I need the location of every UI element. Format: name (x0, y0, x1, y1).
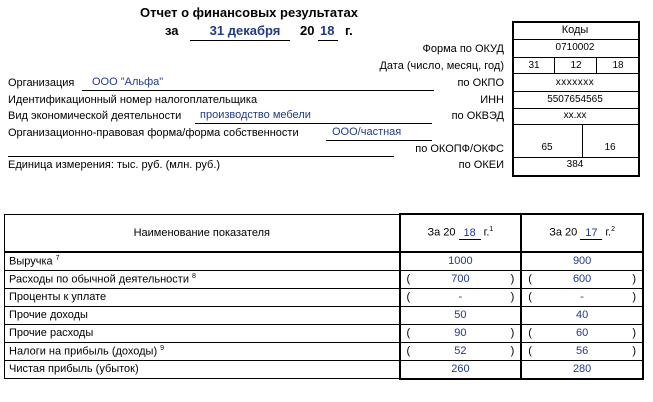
paren-open: ( (406, 327, 411, 339)
codes-divider (512, 57, 638, 58)
report-title: Отчет о финансовых результатах (140, 5, 358, 20)
title-za: за (165, 23, 179, 38)
table-row (5, 270, 644, 288)
row-label: Выручка (9, 255, 53, 268)
value: 700 (451, 273, 470, 285)
codes-divider (596, 57, 597, 73)
row-label: Проценты к уплате (9, 291, 107, 303)
codes-header: Коды (561, 24, 589, 36)
value: 600 (572, 273, 592, 285)
col1-year: 18 (459, 227, 481, 240)
paren-open: ( (528, 345, 532, 357)
okei-label: по ОКЕИ (458, 159, 504, 171)
inn-long-label: Идентификационный номер налогоплательщика (8, 94, 258, 106)
okfs-value: 16 (604, 142, 616, 153)
inn-value: 5507654565 (547, 94, 603, 105)
table-row (5, 252, 644, 271)
row-name (5, 342, 400, 360)
paren-open: ( (528, 291, 532, 303)
value: 56 (576, 345, 589, 357)
date-year: 18 (612, 60, 624, 71)
date-day: 31 (528, 60, 540, 71)
paren-close: ) (510, 273, 515, 285)
paren-open: ( (406, 273, 411, 285)
activity-value: производство мебели (200, 109, 311, 121)
table-header-row (5, 214, 644, 252)
inn-label: ИНН (480, 94, 504, 106)
value: 260 (451, 363, 470, 375)
row-value-current (400, 342, 522, 360)
row-name (5, 270, 400, 288)
row-label: Прочие расходы (9, 327, 94, 339)
col2-suffix: г. (605, 226, 612, 239)
okud-label: Форма по ОКУД (422, 43, 504, 55)
org-label: Организация (8, 77, 75, 89)
col-name-header: Наименование показателя (5, 214, 400, 252)
row-value-previous (521, 360, 643, 379)
codes-divider (512, 124, 638, 125)
form-label: Организационно-правовая форма/форма собственности (8, 127, 299, 139)
row-value-previous (521, 252, 643, 271)
col2-year: 17 (580, 227, 602, 240)
paren-open: ( (406, 345, 411, 357)
row-label: Налоги на прибыль (доходы) (9, 345, 158, 358)
row-value-previous (521, 324, 643, 342)
row-name (5, 360, 400, 379)
table-row (5, 360, 644, 379)
paren-open: ( (406, 291, 411, 303)
table-row (5, 342, 644, 360)
row-label: Чистая прибыль (убыток) (9, 363, 139, 376)
paren-close: ) (510, 291, 515, 303)
codes-divider (512, 91, 638, 92)
value: 60 (576, 327, 589, 339)
title-year-prefix: 20 (300, 23, 315, 38)
codes-divider (554, 57, 555, 73)
row-name (5, 252, 400, 271)
value: 1000 (448, 255, 473, 267)
col2-note: 2 (611, 225, 616, 233)
activity-label: Вид экономической деятельности (8, 110, 182, 122)
row-label: Расходы по обычной деятельности (9, 273, 189, 286)
row-note: 7 (55, 254, 60, 262)
activity-underline (195, 123, 432, 124)
paren-open: ( (528, 273, 532, 285)
okopf-label: по ОКОПФ/ОКФС (415, 143, 504, 155)
col1-header (400, 214, 522, 252)
table-row (5, 324, 644, 342)
col1-note: 1 (489, 225, 494, 233)
table-body (5, 252, 644, 379)
paren-close: ) (632, 273, 636, 285)
row-value-previous (521, 342, 643, 360)
value: 40 (576, 309, 589, 321)
col2-prefix: За 20 (549, 226, 578, 239)
row-value-current (400, 288, 522, 306)
row-note: 8 (192, 272, 196, 280)
row-value-current (400, 252, 522, 271)
row-value-current (400, 360, 522, 379)
title-g: г. (345, 23, 353, 38)
okpo-value: ххххххх (555, 77, 595, 88)
value: - (458, 291, 463, 303)
form-value: ООО/частная (332, 126, 402, 138)
col2-header (521, 214, 643, 252)
okpo-label: по ОКПО (457, 77, 504, 89)
value: 50 (454, 309, 467, 321)
date-month: 12 (570, 60, 582, 71)
org-value: ООО "Альфа" (92, 76, 164, 88)
paren-close: ) (510, 345, 515, 357)
paren-close: ) (632, 291, 636, 303)
col1-prefix: За 20 (427, 226, 456, 239)
value: - (580, 291, 584, 303)
value: 52 (454, 345, 467, 357)
value: 280 (572, 363, 592, 375)
form-underline-2 (8, 156, 394, 157)
title-year-underline (318, 40, 338, 41)
okei-value: 384 (566, 159, 584, 170)
row-name (5, 288, 400, 306)
date-label: Дата (число, месяц, год) (379, 60, 504, 72)
results-table (4, 213, 644, 380)
row-note: 9 (160, 344, 165, 352)
row-value-previous (521, 288, 643, 306)
row-value-previous (521, 306, 643, 324)
codes-divider (512, 73, 638, 74)
okopf-value: 65 (541, 142, 553, 153)
row-value-previous (521, 270, 643, 288)
codes-divider (512, 157, 638, 158)
codes-divider (512, 39, 638, 40)
codes-divider (512, 108, 638, 109)
row-label: Прочие доходы (9, 309, 88, 321)
paren-close: ) (632, 345, 636, 357)
title-date: 31 декабря (209, 23, 281, 38)
row-value-current (400, 324, 522, 342)
row-value-current (400, 270, 522, 288)
title-date-underline (190, 40, 290, 41)
form-underline (326, 140, 432, 141)
table-row (5, 306, 644, 324)
unit-label: Единица измерения: тыс. руб. (млн. руб.) (8, 159, 221, 171)
paren-close: ) (510, 327, 515, 339)
row-name (5, 306, 400, 324)
paren-close: ) (632, 327, 636, 339)
okved-value: хх.хх (563, 110, 587, 121)
okud-value: 0710002 (555, 42, 595, 53)
row-name (5, 324, 400, 342)
row-value-current (400, 306, 522, 324)
col1-suffix: г. (483, 226, 490, 239)
okved-label: по ОКВЭД (451, 110, 504, 122)
org-underline (82, 90, 434, 91)
value: 900 (572, 255, 592, 267)
value: 90 (454, 327, 467, 339)
title-year-suffix: 18 (320, 23, 335, 38)
paren-open: ( (528, 327, 532, 339)
table-row (5, 288, 644, 306)
